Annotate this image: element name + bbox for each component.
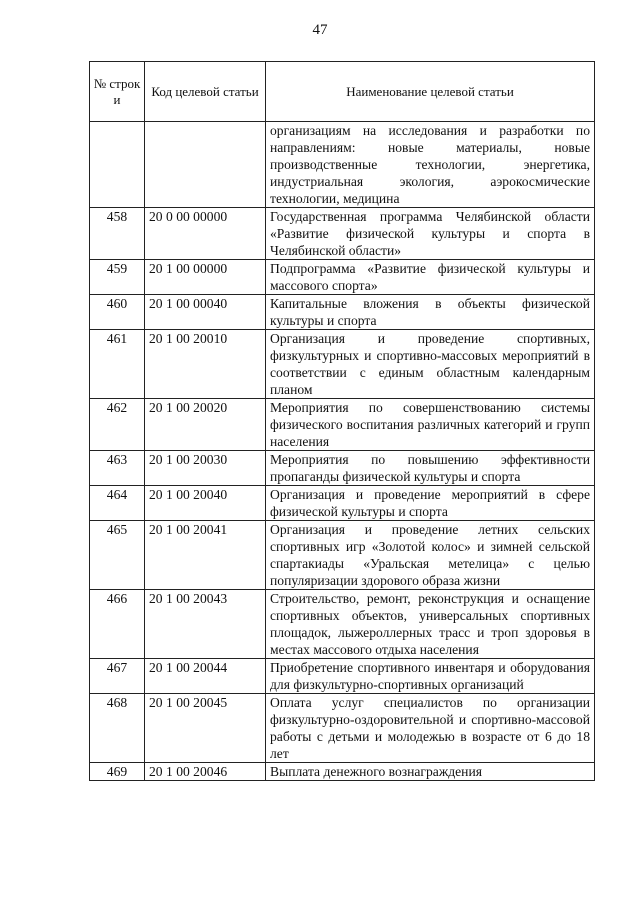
row-number: 459 (90, 260, 145, 295)
table-row (90, 399, 595, 451)
row-name: Подпрограмма «Развитие физической культуры и массового спорта» (266, 260, 595, 295)
row-name: Организация и проведение мероприятий в сфере физической культуры и спорта (266, 486, 595, 521)
row-number: 469 (90, 763, 145, 781)
row-number: 464 (90, 486, 145, 521)
row-name: Мероприятия по повышению эффективности пропаганды физической культуры и спорта (266, 451, 595, 486)
row-number: 460 (90, 295, 145, 330)
row-name: Строительство, ремонт, реконструкция и оснащение спортивных объектов, универсальных спортивных площадок, лыжероллерных трасс и троп здоровья в местах массового отдыха населения (266, 590, 595, 659)
target-articles-table (89, 61, 595, 781)
table-row (90, 590, 595, 659)
row-number: 458 (90, 208, 145, 260)
row-code: 20 1 00 20010 (145, 330, 266, 399)
table-row (90, 295, 595, 330)
row-code (145, 122, 266, 208)
row-code: 20 1 00 20030 (145, 451, 266, 486)
row-code: 20 1 00 20044 (145, 659, 266, 694)
table-row (90, 122, 595, 208)
header-target-code: Код целевой статьи (145, 62, 266, 122)
row-name: Капитальные вложения в объекты физической культуры и спорта (266, 295, 595, 330)
table-row (90, 208, 595, 260)
row-number (90, 122, 145, 208)
row-name: Выплата денежного вознаграждения (266, 763, 595, 781)
header-target-name: Наименование целевой статьи (266, 62, 595, 122)
table-row (90, 451, 595, 486)
table-header-row (90, 62, 595, 122)
row-name: Приобретение спортивного инвентаря и оборудования для физкультурно-спортивных организаций (266, 659, 595, 694)
row-code: 20 1 00 00040 (145, 295, 266, 330)
row-number: 466 (90, 590, 145, 659)
row-code: 20 1 00 00000 (145, 260, 266, 295)
page-number: 47 (312, 22, 328, 38)
row-number: 463 (90, 451, 145, 486)
row-number: 467 (90, 659, 145, 694)
row-code: 20 0 00 00000 (145, 208, 266, 260)
row-code: 20 1 00 20020 (145, 399, 266, 451)
row-number: 462 (90, 399, 145, 451)
row-number: 468 (90, 694, 145, 763)
row-number: 465 (90, 521, 145, 590)
row-name: Государственная программа Челябинской области «Развитие физической культуры и спорта в Челябинской области» (266, 208, 595, 260)
row-number: 461 (90, 330, 145, 399)
row-name: Оплата услуг специалистов по организации физкультурно-оздоровительной и спортивно-массовой работы с детьми и молодежью в возрасте от 6 до 18 лет (266, 694, 595, 763)
row-code: 20 1 00 20046 (145, 763, 266, 781)
table-row (90, 694, 595, 763)
table-row (90, 521, 595, 590)
table-row (90, 486, 595, 521)
row-name: Организация и проведение летних сельских спортивных игр «Золотой колос» и зимней сельской спартакиады «Уральская метелица» с целью популяризации здорового образа жизни (266, 521, 595, 590)
table-row (90, 659, 595, 694)
table-row (90, 763, 595, 781)
row-code: 20 1 00 20040 (145, 486, 266, 521)
row-name: Мероприятия по совершенствованию системы физического воспитания различных категорий и групп населения (266, 399, 595, 451)
row-name: организациям на исследования и разработки по направлениям: новые материалы, новые производственные технологии, энергетика, индустриальная экология, аэрокосмические технологии, медицина (266, 122, 595, 208)
table-row (90, 260, 595, 295)
row-code: 20 1 00 20041 (145, 521, 266, 590)
header-row-number: № строк и (90, 62, 145, 122)
row-name: Организация и проведение спортивных, физкультурных и спортивно-массовых мероприятий в соответствии с единым областным календарным планом (266, 330, 595, 399)
table-row (90, 330, 595, 399)
row-code: 20 1 00 20045 (145, 694, 266, 763)
row-code: 20 1 00 20043 (145, 590, 266, 659)
